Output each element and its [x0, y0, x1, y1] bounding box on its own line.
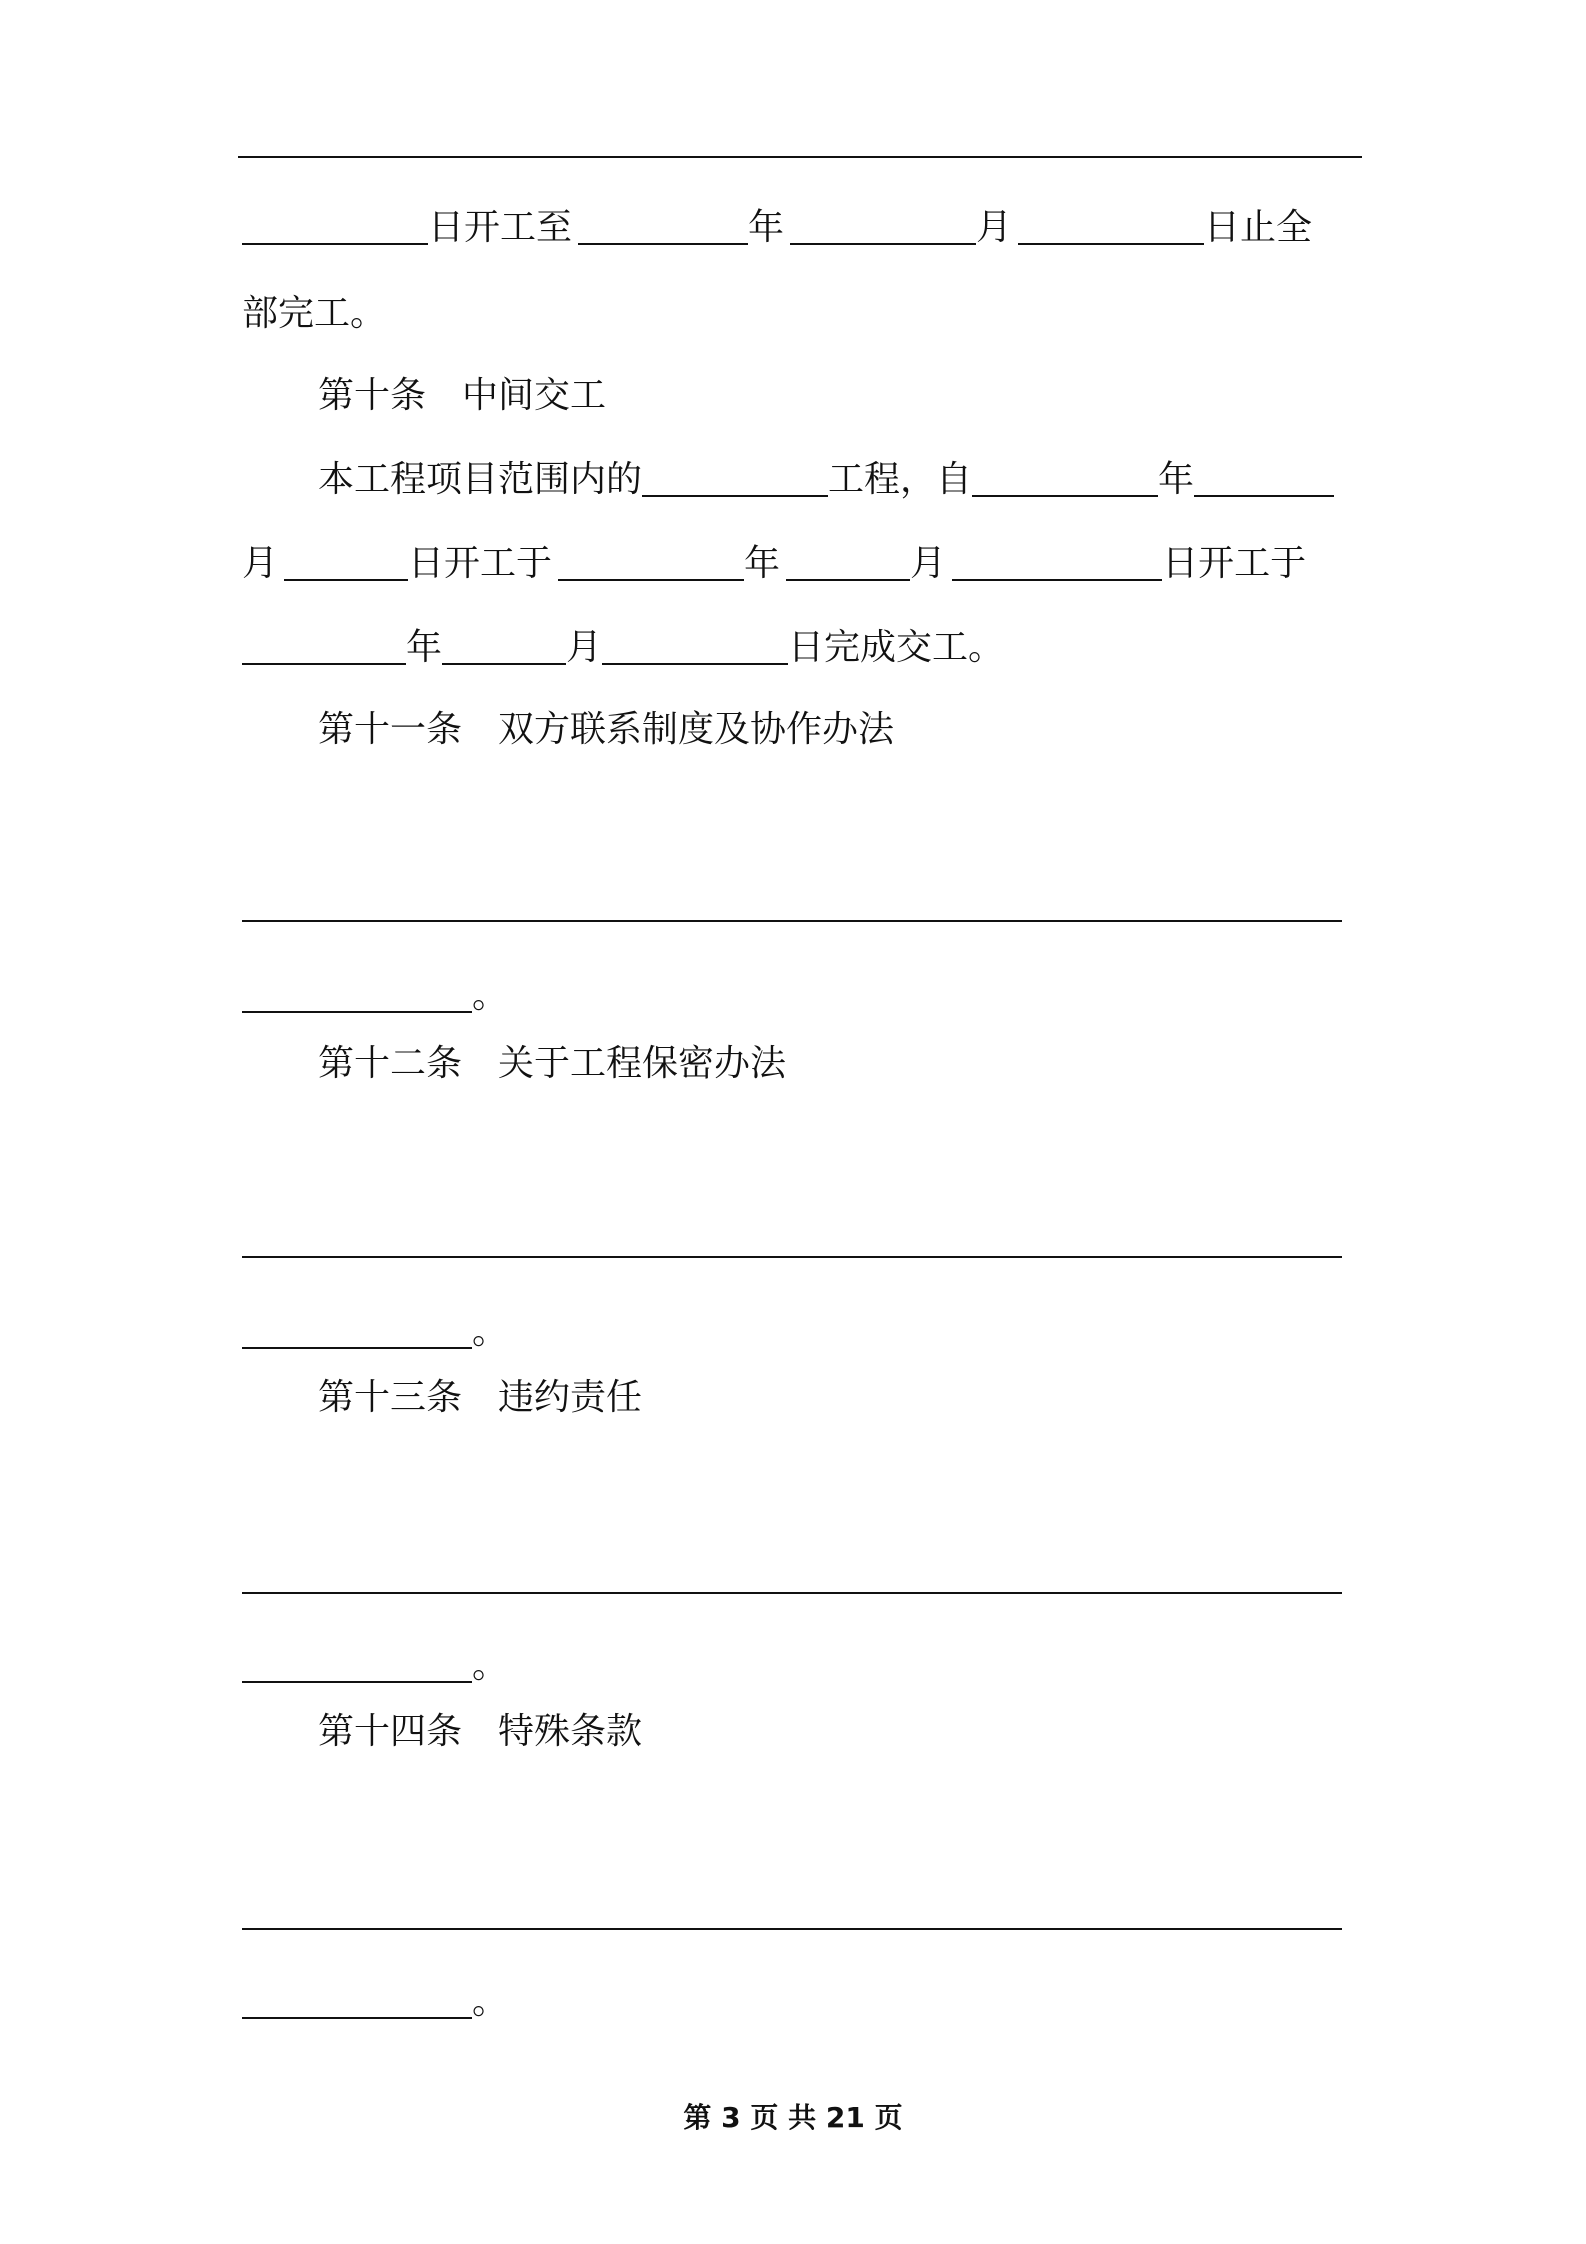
line-completion-end: 部完工。 [242, 293, 387, 334]
text-segment: 年 [744, 543, 781, 584]
blank-field [790, 209, 976, 245]
article-number: 第十一条 [318, 709, 463, 750]
header-rule [238, 156, 1362, 158]
blank-field [558, 545, 744, 581]
article-10-line-2 [242, 542, 1306, 586]
text-segment: 工程，自 [828, 459, 973, 500]
article-title: 双方联系制度及协作办法 [498, 709, 895, 750]
blank-field [284, 545, 408, 581]
blank-field [786, 545, 910, 581]
article-number: 第十条 [318, 375, 427, 416]
text-segment: 日开工于 [1162, 543, 1307, 584]
blank-field [242, 629, 406, 665]
article-10-line-3 [242, 626, 1004, 670]
blank-field [242, 977, 472, 1013]
article-11-blank-line [242, 920, 1342, 922]
article-13-blank-end [242, 1644, 508, 1688]
text-segment: 日开工至 [428, 207, 573, 248]
text-segment: 月 [910, 543, 947, 584]
article-13-heading [318, 1376, 642, 1420]
page-number-footer: 第 3 页 共 21 页 [683, 2101, 903, 2134]
article-14-heading [318, 1710, 642, 1754]
article-title: 违约责任 [498, 1377, 643, 1418]
article-number: 第十二条 [318, 1043, 463, 1084]
blank-field [578, 209, 748, 245]
article-13-blank-line [242, 1592, 1342, 1594]
article-12-heading [318, 1042, 786, 1086]
article-title: 特殊条款 [498, 1711, 643, 1752]
text-segment: 年 [1158, 459, 1195, 500]
text-segment: 年 [748, 207, 785, 248]
text-segment: 月 [566, 627, 603, 668]
blank-field [952, 545, 1162, 581]
article-title: 中间交工 [462, 375, 607, 416]
text-segment: 日止全 [1204, 207, 1313, 248]
text-segment: 月 [976, 207, 1013, 248]
blank-field [442, 629, 566, 665]
blank-field [642, 461, 828, 497]
article-10-heading [318, 374, 606, 418]
blank-field [1194, 461, 1334, 497]
text-segment: 日开工于 [408, 543, 553, 584]
text-segment: 日完成交工。 [788, 627, 1005, 668]
article-12-blank-line [242, 1256, 1342, 1258]
blank-field [242, 1313, 472, 1349]
blank-field [242, 1647, 472, 1683]
text-segment: 。 [472, 975, 509, 1016]
article-14-blank-line [242, 1928, 1342, 1930]
article-number: 第十四条 [318, 1711, 463, 1752]
text-segment: 月 [242, 543, 279, 584]
blank-field [242, 1983, 472, 2019]
article-12-blank-end [242, 1310, 508, 1354]
text-segment: 。 [472, 1981, 509, 2022]
article-title: 关于工程保密办法 [498, 1043, 787, 1084]
article-number: 第十三条 [318, 1377, 463, 1418]
blank-field [1018, 209, 1204, 245]
blank-field [602, 629, 788, 665]
article-10-line-1 [318, 458, 1334, 502]
text-segment: 本工程项目范围内的 [318, 459, 643, 500]
text-segment: 。 [472, 1645, 509, 1686]
article-14-blank-end [242, 1980, 508, 2024]
article-11-heading [318, 708, 894, 752]
blank-field [242, 209, 428, 245]
article-11-blank-end [242, 974, 508, 1018]
text-segment: 。 [472, 1311, 509, 1352]
blank-field [972, 461, 1158, 497]
line-completion-date [242, 206, 1312, 250]
text-segment: 年 [406, 627, 443, 668]
